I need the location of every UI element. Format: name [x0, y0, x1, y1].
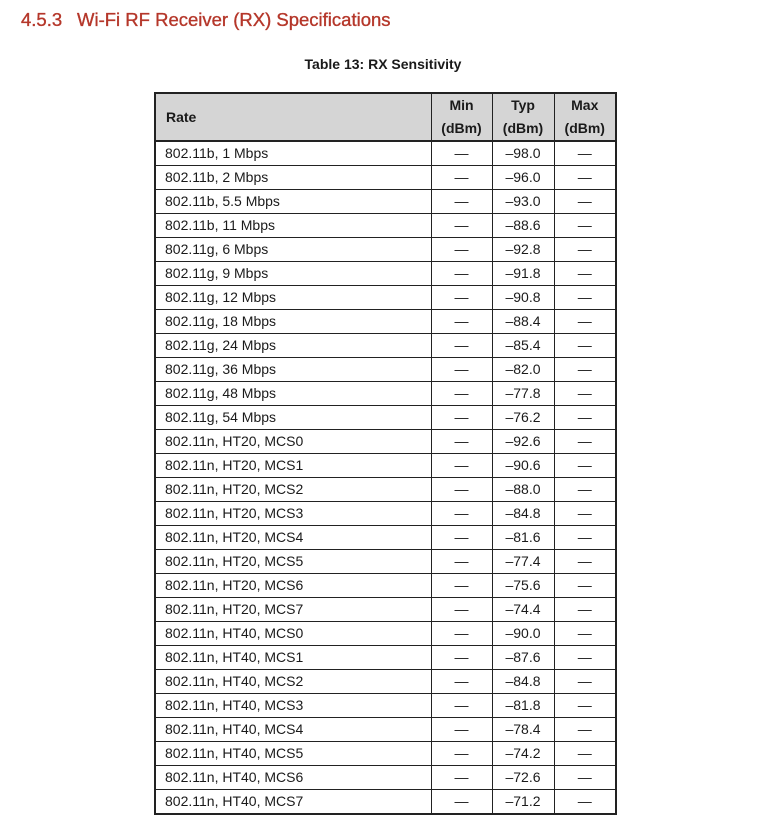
cell-rate: 802.11n, HT40, MCS3: [155, 694, 431, 718]
cell-min: —: [431, 214, 492, 238]
table-row: [155, 766, 616, 790]
cell-min: —: [431, 670, 492, 694]
cell-typ: –96.0: [492, 166, 554, 190]
table-row: [155, 141, 616, 166]
table-row: [155, 526, 616, 550]
cell-rate: 802.11g, 24 Mbps: [155, 334, 431, 358]
cell-typ: –88.4: [492, 310, 554, 334]
cell-rate: 802.11b, 11 Mbps: [155, 214, 431, 238]
column-header-typ: [492, 93, 554, 141]
table-row: [155, 478, 616, 502]
cell-min: —: [431, 694, 492, 718]
cell-max: —: [554, 286, 616, 310]
cell-min: —: [431, 718, 492, 742]
cell-rate: 802.11g, 9 Mbps: [155, 262, 431, 286]
cell-min: —: [431, 358, 492, 382]
section-number: 4.5.3: [21, 9, 63, 30]
table-row: [155, 310, 616, 334]
cell-max: —: [554, 262, 616, 286]
table-row: [155, 622, 616, 646]
cell-min: —: [431, 478, 492, 502]
cell-max: —: [554, 382, 616, 406]
cell-min: —: [431, 502, 492, 526]
cell-max: —: [554, 790, 616, 815]
cell-max: —: [554, 166, 616, 190]
table-caption: Table 13: RX Sensitivity: [304, 56, 462, 72]
table-row: [155, 286, 616, 310]
cell-min: —: [431, 310, 492, 334]
cell-typ: –85.4: [492, 334, 554, 358]
table-row: [155, 382, 616, 406]
table-row: [155, 598, 616, 622]
rx-sensitivity-table: [154, 92, 617, 815]
cell-rate: 802.11n, HT40, MCS4: [155, 718, 431, 742]
cell-max: —: [554, 502, 616, 526]
cell-rate: 802.11g, 18 Mbps: [155, 310, 431, 334]
cell-typ: –82.0: [492, 358, 554, 382]
cell-typ: –72.6: [492, 766, 554, 790]
cell-typ: –90.6: [492, 454, 554, 478]
column-header-max-label: Max: [571, 97, 599, 113]
cell-typ: –88.0: [492, 478, 554, 502]
cell-rate: 802.11n, HT20, MCS4: [155, 526, 431, 550]
table-row: [155, 694, 616, 718]
cell-typ: –90.0: [492, 622, 554, 646]
cell-rate: 802.11b, 1 Mbps: [155, 141, 431, 166]
cell-rate: 802.11n, HT40, MCS7: [155, 790, 431, 815]
cell-typ: –74.4: [492, 598, 554, 622]
cell-min: —: [431, 790, 492, 815]
cell-min: —: [431, 454, 492, 478]
cell-min: —: [431, 406, 492, 430]
cell-min: —: [431, 262, 492, 286]
cell-min: —: [431, 622, 492, 646]
cell-rate: 802.11n, HT40, MCS1: [155, 646, 431, 670]
cell-min: —: [431, 550, 492, 574]
cell-max: —: [554, 598, 616, 622]
table-row: [155, 646, 616, 670]
cell-max: —: [554, 454, 616, 478]
column-header-min-unit: (dBm): [441, 120, 482, 136]
cell-max: —: [554, 766, 616, 790]
cell-max: —: [554, 670, 616, 694]
table-row: [155, 550, 616, 574]
cell-max: —: [554, 430, 616, 454]
column-header-min: [431, 93, 492, 141]
cell-max: —: [554, 478, 616, 502]
cell-typ: –88.6: [492, 214, 554, 238]
cell-min: —: [431, 334, 492, 358]
cell-typ: –74.2: [492, 742, 554, 766]
cell-typ: –87.6: [492, 646, 554, 670]
cell-max: —: [554, 214, 616, 238]
table-row: [155, 670, 616, 694]
table-row: [155, 190, 616, 214]
cell-rate: 802.11n, HT20, MCS0: [155, 430, 431, 454]
table-row: [155, 430, 616, 454]
cell-rate: 802.11g, 6 Mbps: [155, 238, 431, 262]
cell-rate: 802.11b, 2 Mbps: [155, 166, 431, 190]
table-row: [155, 334, 616, 358]
cell-typ: –93.0: [492, 190, 554, 214]
table-row: [155, 454, 616, 478]
cell-max: —: [554, 742, 616, 766]
cell-rate: 802.11n, HT40, MCS0: [155, 622, 431, 646]
table-row: [155, 166, 616, 190]
cell-rate: 802.11n, HT20, MCS7: [155, 598, 431, 622]
cell-typ: –76.2: [492, 406, 554, 430]
cell-min: —: [431, 646, 492, 670]
cell-min: —: [431, 742, 492, 766]
cell-rate: 802.11n, HT20, MCS1: [155, 454, 431, 478]
cell-typ: –90.8: [492, 286, 554, 310]
cell-typ: –81.6: [492, 526, 554, 550]
cell-rate: 802.11n, HT20, MCS5: [155, 550, 431, 574]
cell-max: —: [554, 574, 616, 598]
cell-rate: 802.11b, 5.5 Mbps: [155, 190, 431, 214]
cell-typ: –92.6: [492, 430, 554, 454]
table-row: [155, 790, 616, 815]
cell-typ: –77.4: [492, 550, 554, 574]
cell-min: —: [431, 598, 492, 622]
cell-typ: –78.4: [492, 718, 554, 742]
cell-typ: –71.2: [492, 790, 554, 815]
cell-max: —: [554, 550, 616, 574]
cell-max: —: [554, 622, 616, 646]
cell-max: —: [554, 406, 616, 430]
table-row: [155, 742, 616, 766]
table-row: [155, 406, 616, 430]
cell-min: —: [431, 166, 492, 190]
cell-typ: –84.8: [492, 670, 554, 694]
cell-max: —: [554, 646, 616, 670]
cell-rate: 802.11g, 48 Mbps: [155, 382, 431, 406]
cell-min: —: [431, 190, 492, 214]
table-row: [155, 214, 616, 238]
table-body: [155, 141, 616, 814]
cell-min: —: [431, 238, 492, 262]
column-header-rate: Rate: [155, 93, 431, 141]
cell-typ: –75.6: [492, 574, 554, 598]
cell-min: —: [431, 286, 492, 310]
cell-rate: 802.11n, HT40, MCS5: [155, 742, 431, 766]
cell-max: —: [554, 718, 616, 742]
cell-min: —: [431, 382, 492, 406]
cell-min: —: [431, 430, 492, 454]
column-header-typ-unit: (dBm): [502, 120, 544, 136]
cell-max: —: [554, 238, 616, 262]
cell-max: —: [554, 310, 616, 334]
cell-min: —: [431, 766, 492, 790]
table-row: [155, 238, 616, 262]
table-header-row: [155, 93, 616, 141]
cell-rate: 802.11n, HT20, MCS3: [155, 502, 431, 526]
cell-typ: –77.8: [492, 382, 554, 406]
cell-max: —: [554, 694, 616, 718]
cell-typ: –84.8: [492, 502, 554, 526]
table-row: [155, 502, 616, 526]
cell-min: —: [431, 574, 492, 598]
cell-typ: –92.8: [492, 238, 554, 262]
cell-rate: 802.11n, HT40, MCS6: [155, 766, 431, 790]
cell-typ: –91.8: [492, 262, 554, 286]
table-row: [155, 574, 616, 598]
cell-max: —: [554, 358, 616, 382]
cell-rate: 802.11n, HT40, MCS2: [155, 670, 431, 694]
table-row: [155, 718, 616, 742]
cell-max: —: [554, 190, 616, 214]
cell-max: —: [554, 526, 616, 550]
column-header-max-unit: (dBm): [564, 120, 605, 136]
cell-rate: 802.11g, 12 Mbps: [155, 286, 431, 310]
column-header-min-label: Min: [449, 97, 474, 113]
section-title: Wi-Fi RF Receiver (RX) Specifications: [77, 9, 391, 30]
cell-min: —: [431, 526, 492, 550]
table-row: [155, 358, 616, 382]
table-row: [155, 262, 616, 286]
cell-rate: 802.11g, 54 Mbps: [155, 406, 431, 430]
cell-typ: –81.8: [492, 694, 554, 718]
column-header-max: [554, 93, 616, 141]
cell-typ: –98.0: [492, 141, 554, 166]
cell-rate: 802.11g, 36 Mbps: [155, 358, 431, 382]
cell-min: —: [431, 141, 492, 166]
cell-rate: 802.11n, HT20, MCS6: [155, 574, 431, 598]
cell-max: —: [554, 141, 616, 166]
column-header-typ-label: Typ: [511, 97, 535, 113]
cell-max: —: [554, 334, 616, 358]
cell-rate: 802.11n, HT20, MCS2: [155, 478, 431, 502]
section-heading: [21, 9, 391, 31]
